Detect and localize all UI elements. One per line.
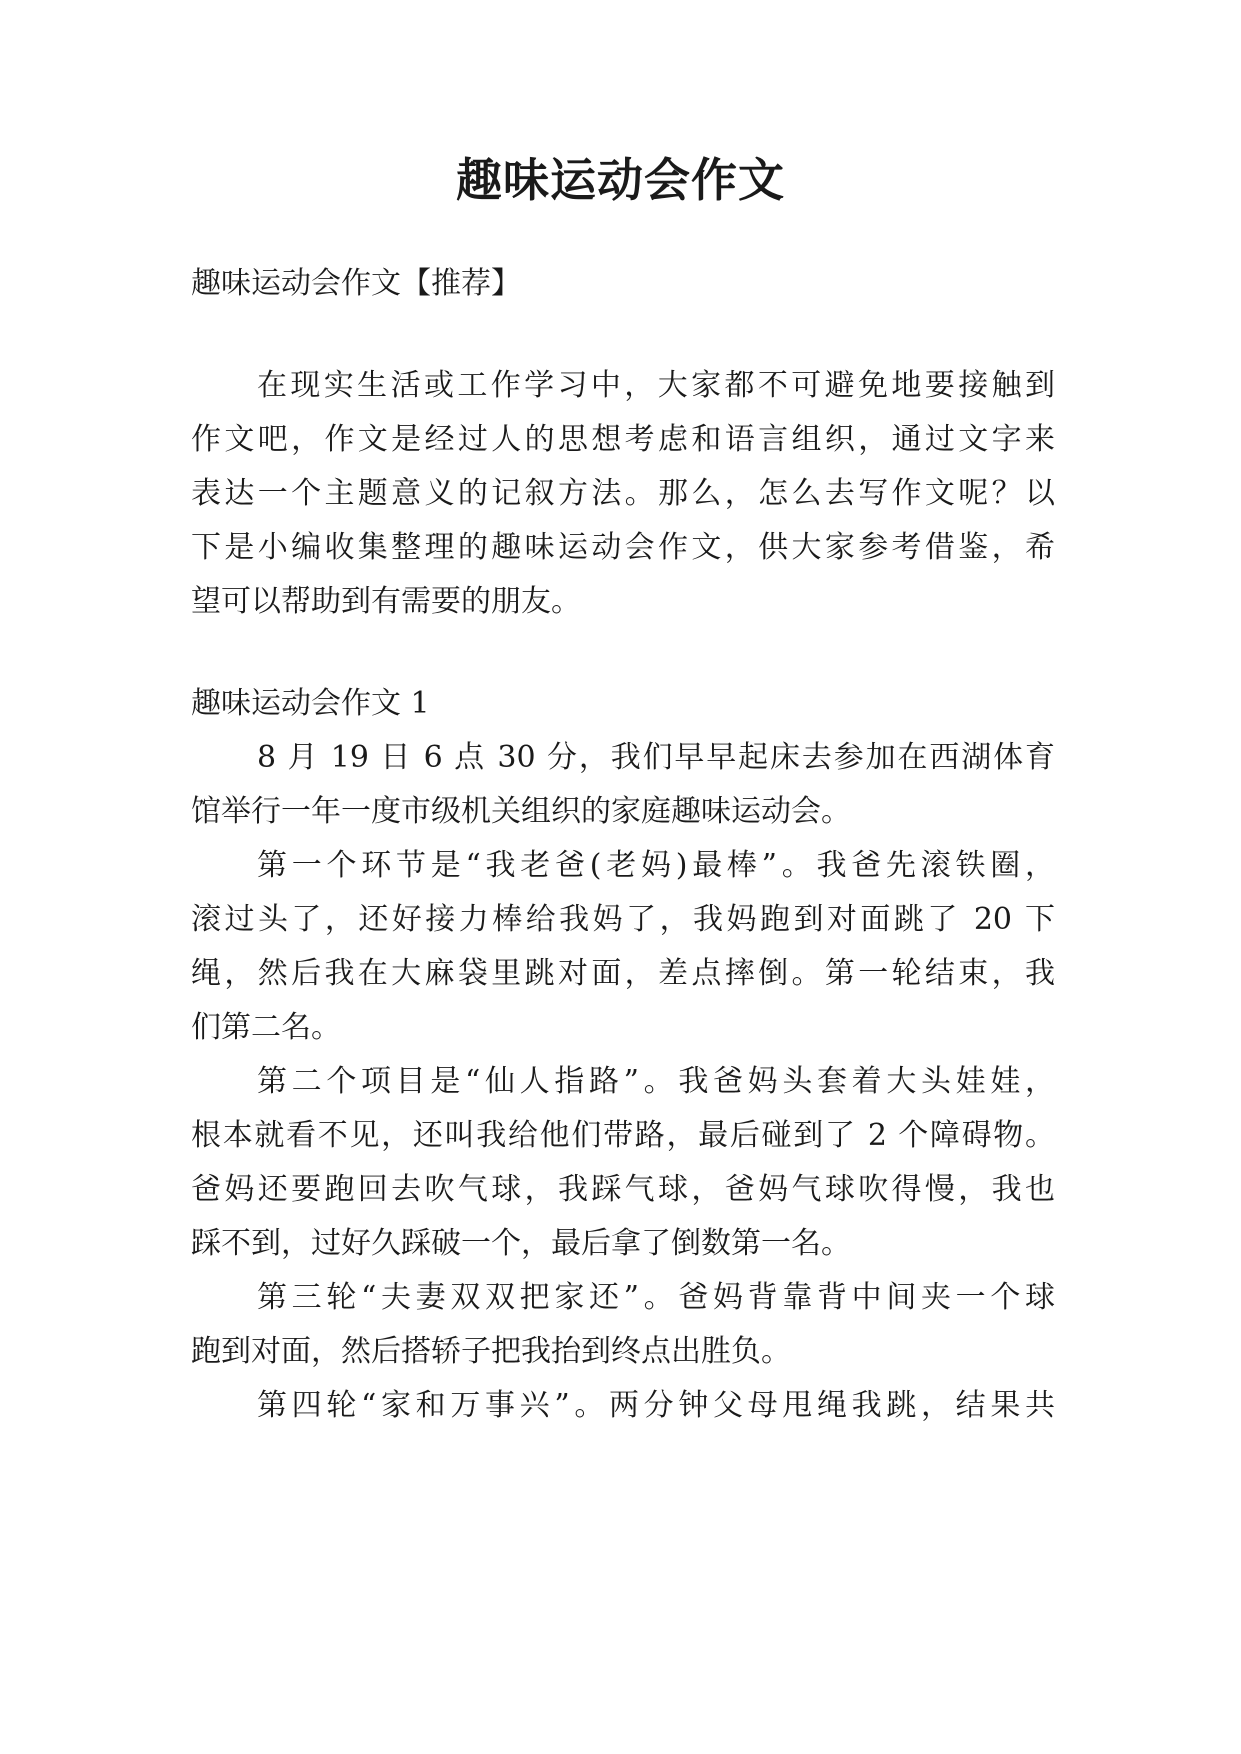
paragraph-line: 绳，然后我在大麻袋里跳对面，差点摔倒。第一轮结束，我 xyxy=(191,956,1055,991)
paragraph-line: 滚过头了，还好接力棒给我妈了，我妈跑到对面跳了 20 下 xyxy=(191,902,1055,937)
intro-line: 下是小编收集整理的趣味运动会作文，供大家参考借鉴，希 xyxy=(191,530,1055,565)
intro-line: 作文吧，作文是经过人的思想考虑和语言组织，通过文字来 xyxy=(191,422,1055,457)
paragraph-line: 爸妈还要跑回去吹气球，我踩气球，爸妈气球吹得慢，我也 xyxy=(191,1172,1055,1207)
paragraph-line: 第四轮“家和万事兴”。两分钟父母甩绳我跳，结果共 xyxy=(257,1388,1055,1423)
paragraph-line: 8 月 19 日 6 点 30 分，我们早早起床去参加在西湖体育 xyxy=(257,740,1055,775)
section-heading: 趣味运动会作文 1 xyxy=(191,686,430,721)
intro-line: 表达一个主题意义的记叙方法。那么，怎么去写作文呢？以 xyxy=(191,476,1055,511)
intro-line: 在现实生活或工作学习中，大家都不可避免地要接触到 xyxy=(257,368,1055,403)
paragraph-line: 跑到对面，然后搭轿子把我抬到终点出胜负。 xyxy=(191,1334,791,1369)
paragraph-line: 馆举行一年一度市级机关组织的家庭趣味运动会。 xyxy=(191,794,851,829)
paragraph-line: 们第二名。 xyxy=(191,1010,341,1045)
document-title: 趣味运动会作文 xyxy=(456,153,785,207)
paragraph-line: 第一个环节是“我老爸(老妈)最棒”。我爸先滚铁圈， xyxy=(257,848,1055,883)
paragraph-line: 踩不到，过好久踩破一个，最后拿了倒数第一名。 xyxy=(191,1226,851,1261)
subtitle: 趣味运动会作文【推荐】 xyxy=(191,266,521,301)
paragraph-line: 第二个项目是“仙人指路”。我爸妈头套着大头娃娃， xyxy=(257,1064,1055,1099)
paragraph-line: 第三轮“夫妻双双把家还”。爸妈背靠背中间夹一个球 xyxy=(257,1280,1055,1315)
intro-line: 望可以帮助到有需要的朋友。 xyxy=(191,584,581,619)
paragraph-line: 根本就看不见，还叫我给他们带路，最后碰到了 2 个障碍物。 xyxy=(191,1118,1055,1153)
